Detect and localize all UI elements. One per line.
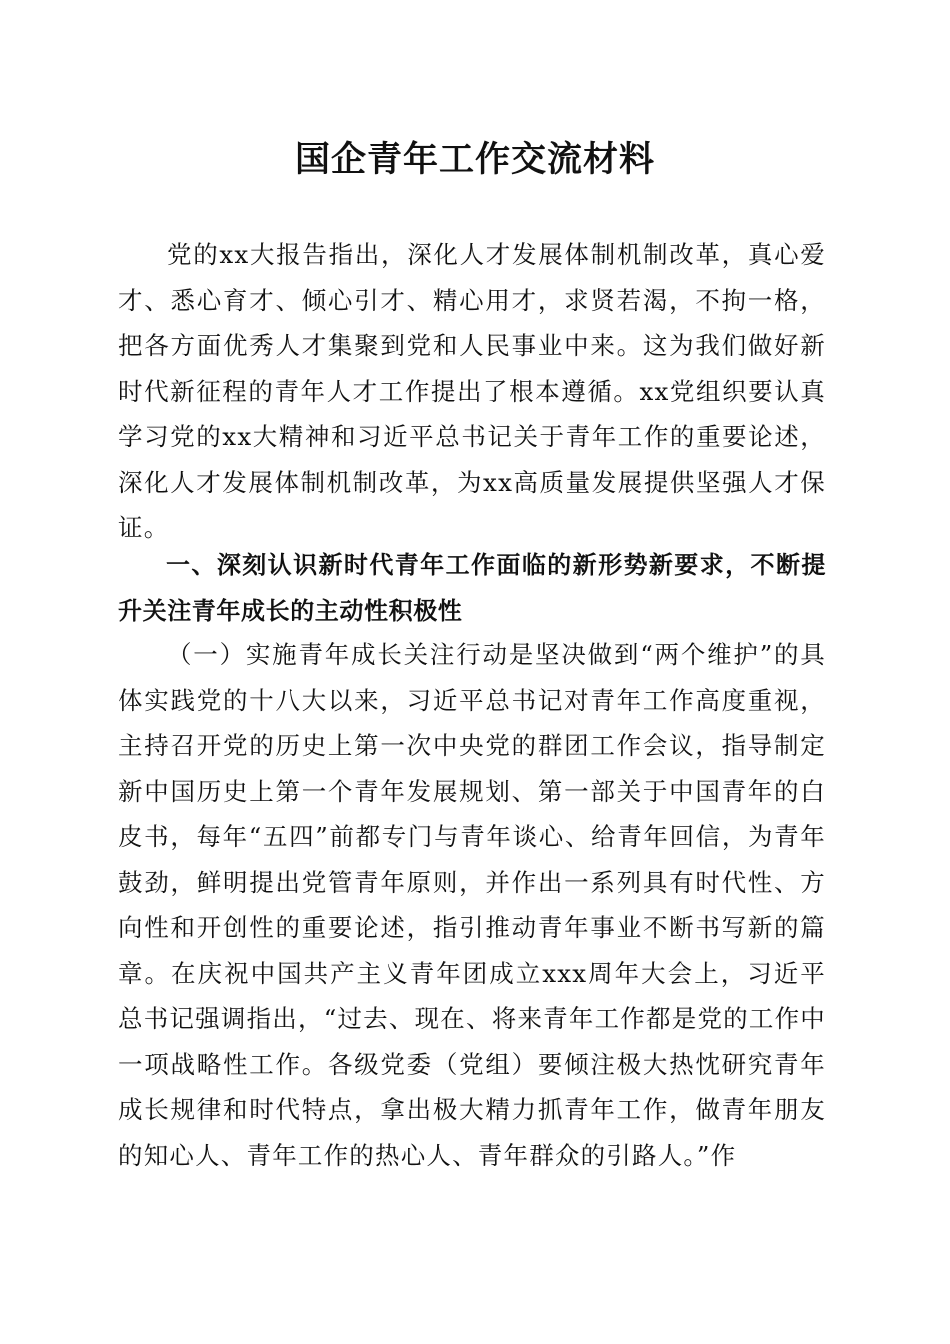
intro-paragraph: 党的xx大报告指出，深化人才发展体制机制改革，真心爱才、悉心育才、倾心引才、精心用才，求贤若渴，不拘一格，把各方面优秀人才集聚到党和人民事业中来。这为我们做好新时代新征程的青年人才工作提出了根本遵循。xx党组织要认真学习党的xx大精神和习近平总书记关于青年工作的重要论述，深化人才发展体制机制改革，为xx高质量发展提供坚强人才保证。 — [118, 240, 826, 542]
section-heading-1: 一、深刻认识新时代青年工作面临的新形势新要求，不断提升关注青年成长的主动性积极性 — [118, 551, 826, 625]
document-title: 国企青年工作交流材料 — [294, 139, 655, 180]
subsection-paragraph-1: （一）实施青年成长关注行动是坚决做到“两个维护”的具体实践党的十八大以来，习近平总书记对青年工作高度重视，主持召开党的历史上第一次中央党的群团工作会议，指导制定新中国历史上第一个青年发展规划、第一部关于中国青年的白皮书，每年“五四”前都专门与青年谈心、给青年回信，为青年鼓劲，鲜明提出党管青年原则，并作出一系列具有时代性、方向性和开创性的重要论述，指引推动青年事业不断书写新的篇章。在庆祝中国共产主义青年团成立xxx周年大会上，习近平总书记强调指出，“过去、现在、将来青年工作都是党的工作中一项战略性工作。各级党委（党组）要倾注极大热忱研究青年成长规律和时代特点，拿出极大精力抓青年工作，做青年朋友的知心人、青年工作的热心人、青年群众的引路人。”作 — [118, 640, 826, 1170]
